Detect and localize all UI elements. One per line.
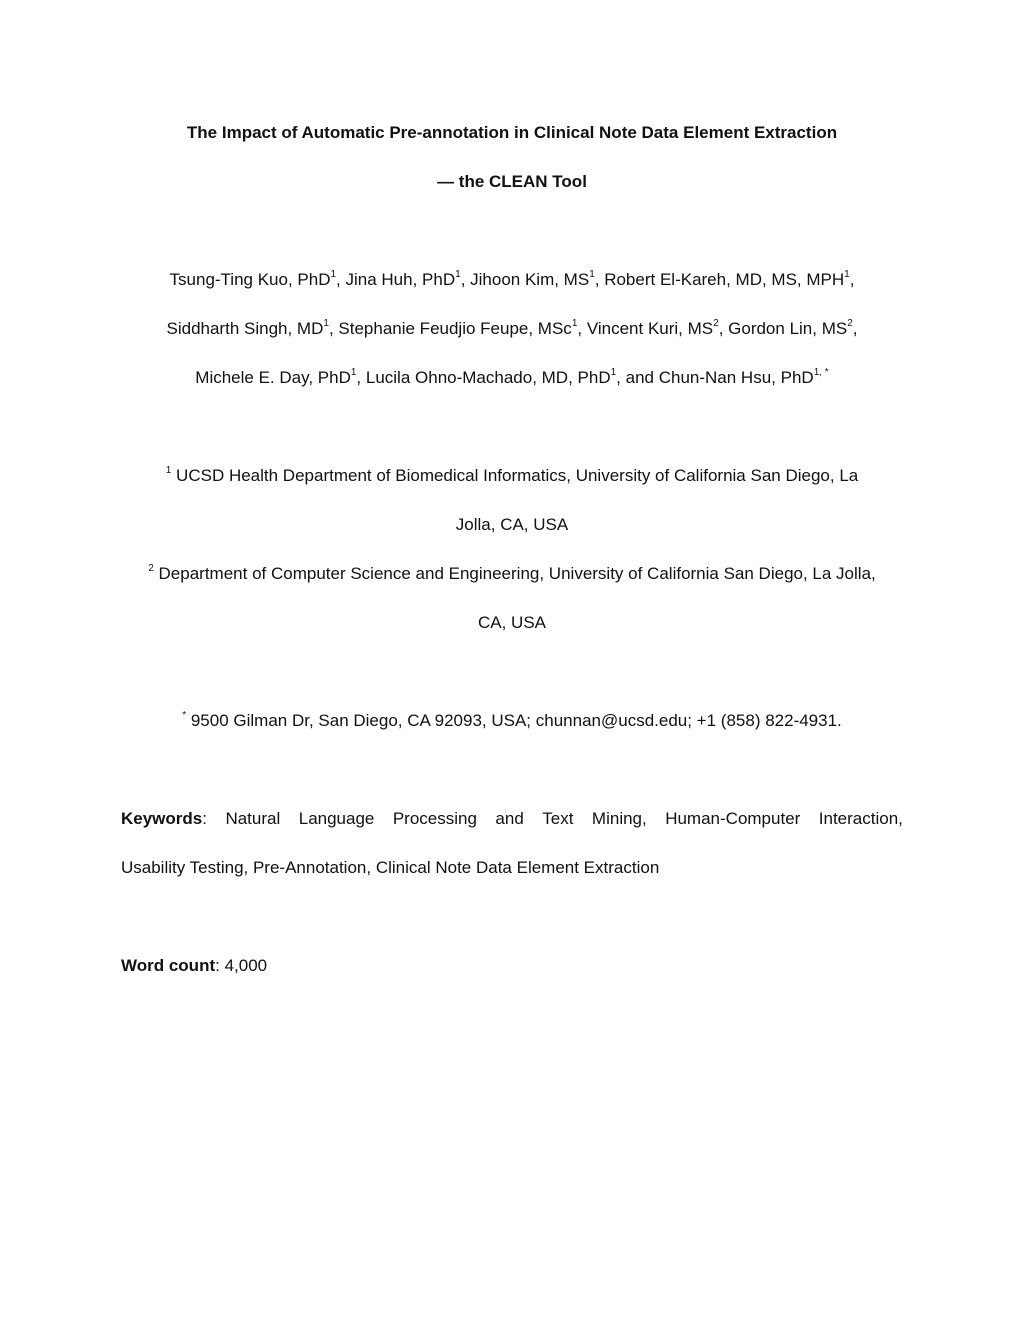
author-separator: , and <box>616 368 659 387</box>
affiliation-marker: 1 <box>610 367 617 379</box>
author-line-1 <box>0 268 1024 292</box>
affiliation-marker: 1 <box>165 465 172 477</box>
keywords-line-1 <box>121 807 903 831</box>
author-name: Tsung-Ting Kuo, PhD <box>169 270 331 289</box>
affiliation-marker: 1 <box>323 318 329 330</box>
keyword-word: Language <box>298 809 375 828</box>
keyword-word: and <box>495 809 524 828</box>
author-name: Stephanie Feudjio Feupe, MSc <box>338 319 572 338</box>
keyword-word: Mining, <box>591 809 647 828</box>
correspondence-marker: * <box>182 710 187 722</box>
author-separator: , <box>328 319 339 338</box>
author-name: Lucila Ohno-Machado, MD, PhD <box>365 368 611 387</box>
author-name: Gordon Lin, MS <box>728 319 848 338</box>
paper-title-line-1: The Impact of Automatic Pre-annotation in Clinical Note Data Element Extraction <box>186 123 838 142</box>
affiliation-marker: 1 <box>455 269 461 281</box>
author-name: Vincent Kuri, MS <box>586 319 714 338</box>
affiliation-2-line-2: CA, USA <box>477 613 547 632</box>
affiliation-marker: 1 <box>571 318 578 330</box>
affiliation-marker: 2 <box>713 318 719 330</box>
word-count <box>121 954 903 978</box>
affiliation-marker: 1 <box>589 269 595 281</box>
author-name: Jihoon Kim, MS <box>470 270 590 289</box>
affiliation-marker: 1 <box>844 269 850 281</box>
author-separator: , <box>577 319 587 338</box>
affiliation-2-line-1 <box>0 562 1024 586</box>
author-separator: , <box>356 368 366 387</box>
keywords-first-word <box>121 807 207 831</box>
author-line-3 <box>0 366 1024 390</box>
correspondence-text: 9500 Gilman Dr, San Diego, CA 92093, USA; chunnan@ucsd.edu; +1 (858) 822-4931. <box>190 711 842 730</box>
word-count-label: Word count <box>121 956 216 975</box>
affiliation-marker: 1 <box>350 367 357 379</box>
author-separator: , <box>460 270 471 289</box>
affiliation-text: Department of Computer Science and Engineering, University of California San Diego, La Jolla, <box>158 564 876 583</box>
affiliation-marker: 2 <box>148 563 154 575</box>
author-separator: , <box>852 319 858 338</box>
author-line-2 <box>0 317 1024 341</box>
keywords-line-2: Usability Testing, Pre-Annotation, Clinical Note Data Element Extraction <box>121 858 660 877</box>
keyword-word: Text <box>542 809 574 828</box>
keyword-word: Interaction, <box>818 809 903 828</box>
keywords-colon: : <box>202 809 207 828</box>
correspondence <box>0 709 1024 733</box>
affiliation-marker: 1, * <box>813 367 829 379</box>
author-separator: , <box>718 319 729 338</box>
keyword-word: Human-Computer <box>665 809 801 828</box>
affiliation-text: UCSD Health Department of Biomedical Informatics, University of California San Diego, La <box>176 466 859 485</box>
author-name: Chun-Nan Hsu, PhD <box>658 368 814 387</box>
author-name: Michele E. Day, PhD <box>195 368 351 387</box>
author-separator: , <box>594 270 605 289</box>
author-name: Siddharth Singh, MD <box>166 319 324 338</box>
affiliation-marker: 2 <box>847 318 853 330</box>
author-separator: , <box>849 270 855 289</box>
keywords-label: Keywords <box>121 809 203 828</box>
author-name: Robert El-Kareh, MD, MS, MPH <box>604 270 845 289</box>
affiliation-marker: 1 <box>330 269 337 281</box>
affiliation-1-line-1 <box>0 464 1024 488</box>
affiliation-1-line-2: Jolla, CA, USA <box>455 515 569 534</box>
author-name: Jina Huh, PhD <box>345 270 456 289</box>
word-count-value: : 4,000 <box>215 956 268 975</box>
keyword-word: Natural <box>225 809 281 828</box>
keyword-word: Processing <box>392 809 477 828</box>
paper-title-line-2: — the CLEAN Tool <box>437 172 587 191</box>
author-separator: , <box>336 270 346 289</box>
